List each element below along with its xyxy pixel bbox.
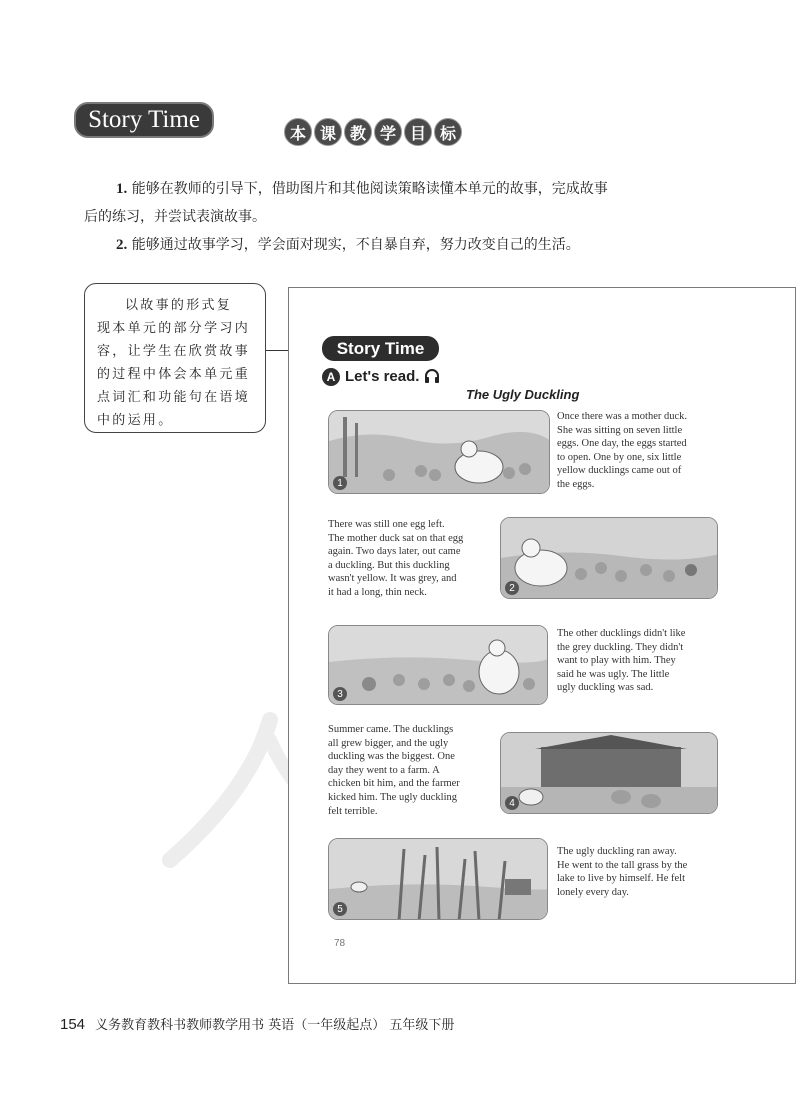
story-paragraph-5 <box>557 845 737 899</box>
goals-title-char: 标 <box>434 118 462 146</box>
panel-number-badge: 3 <box>333 687 347 701</box>
paragraph-line: a duckling. But this duckling <box>328 559 450 571</box>
instruction-text <box>345 368 440 385</box>
illustration-panel-1 <box>328 410 550 494</box>
paragraph-line: wasn't yellow. It was grey, and <box>328 573 457 585</box>
goals-title <box>284 118 462 146</box>
paragraph-line: ugly duckling was sad. <box>557 682 654 694</box>
story-paragraph-4 <box>328 723 498 818</box>
paragraph-line: She was sitting on seven little <box>557 424 683 436</box>
section-letter-badge: A <box>322 368 340 386</box>
illustration-panel-3 <box>328 625 548 705</box>
paragraph-line: the grey duckling. They didn't <box>557 641 684 653</box>
goal-1-text: 能够在教师的引导下，借助图片和其他阅读策略读懂本单元的故事，完成故事 <box>131 181 608 197</box>
page-footer <box>60 1014 454 1033</box>
paragraph-line: eggs. One day, the eggs started <box>557 438 687 450</box>
goals-title-char: 教 <box>344 118 372 146</box>
callout-line: 现本单元的部分学习内 <box>97 321 251 336</box>
story-paragraph-2 <box>328 518 498 600</box>
grey-duckling-illustration <box>501 518 718 599</box>
goals-title-char: 学 <box>374 118 402 146</box>
paragraph-line: Summer came. The ducklings <box>328 724 454 735</box>
goal-2-text: 能够通过故事学习，学会面对现实，不自暴自弃，努力改变自己的生活。 <box>131 237 580 253</box>
instruction-label: Let's read. <box>345 368 420 385</box>
illustration-panel-4 <box>500 732 718 814</box>
goals-title-char: 课 <box>314 118 342 146</box>
panel-number-badge: 5 <box>333 902 347 916</box>
panel-number-badge: 4 <box>505 796 519 810</box>
story-title: The Ugly Duckling <box>466 387 580 402</box>
goal-2-line-1 <box>116 234 580 254</box>
tall-grass-illustration <box>329 839 548 920</box>
callout-line: 容，让学生在欣赏故事 <box>97 344 251 359</box>
farm-illustration <box>501 733 718 814</box>
paragraph-line: There was still one egg left. <box>328 519 445 530</box>
paragraph-line: The other ducklings didn't like <box>557 628 686 639</box>
goals-title-char: 本 <box>284 118 312 146</box>
goal-2-number: 2. <box>116 237 128 253</box>
panel-number-badge: 2 <box>505 581 519 595</box>
headphones-icon <box>424 369 440 383</box>
story-time-badge: Story Time <box>74 102 214 138</box>
callout-line: 中的运用。 <box>97 413 174 428</box>
panel-number-badge: 1 <box>333 476 347 490</box>
paragraph-line: to open. One by one, six little <box>557 451 682 463</box>
paragraph-line: lonely every day. <box>557 886 629 898</box>
teaching-note-callout <box>84 283 266 433</box>
illustration-panel-5 <box>328 838 548 920</box>
story-paragraph-3 <box>557 627 737 695</box>
paragraph-line: lake to live by himself. He felt <box>557 873 686 885</box>
ducklings-tease-illustration <box>329 626 548 705</box>
textbook-page-number: 78 <box>334 938 346 949</box>
goal-1-line-1 <box>116 178 608 198</box>
goals-title-char: 目 <box>404 118 432 146</box>
paragraph-line: The mother duck sat on that egg <box>328 532 464 544</box>
paragraph-line: said he was ugly. The little <box>557 668 670 680</box>
paragraph-line: it had a long, thin neck. <box>328 586 427 598</box>
paragraph-line: chicken bit him, and the farmer <box>328 778 460 790</box>
paragraph-line: The ugly duckling ran away. <box>557 846 677 857</box>
goal-1-number: 1. <box>116 181 128 197</box>
section-pill: Story Time <box>322 336 439 361</box>
paragraph-line: want to play with him. They <box>557 655 676 667</box>
paragraph-line: day they went to a farm. A <box>328 764 440 776</box>
goal-1-line-2: 后的练习，并尝试表演故事。 <box>84 209 266 225</box>
page-number: 154 <box>60 1016 86 1033</box>
paragraph-line: yellow ducklings came out of <box>557 465 682 477</box>
illustration-panel-2 <box>500 517 718 599</box>
paragraph-line: He went to the tall grass by the <box>557 859 688 871</box>
paragraph-line: kicked him. The ugly duckling <box>328 791 457 803</box>
callout-line: 以故事的形式复 <box>125 298 233 313</box>
paragraph-line: Once there was a mother duck. <box>557 411 688 422</box>
paragraph-line: duckling was the biggest. One <box>328 751 455 763</box>
paragraph-line: again. Two days later, out came <box>328 546 461 558</box>
callout-line: 点词汇和功能句在语境 <box>97 390 251 405</box>
paragraph-line: felt terrible. <box>328 805 378 817</box>
book-title: 义务教育教科书教师教学用书 英语（一年级起点） 五年级下册 <box>95 1018 455 1033</box>
callout-line: 的过程中体会本单元重 <box>97 367 251 382</box>
paragraph-line: the eggs. <box>557 478 595 490</box>
paragraph-line: all grew bigger, and the ugly <box>328 737 449 749</box>
story-paragraph-1 <box>557 410 737 492</box>
pond-ducks-illustration <box>329 411 550 494</box>
